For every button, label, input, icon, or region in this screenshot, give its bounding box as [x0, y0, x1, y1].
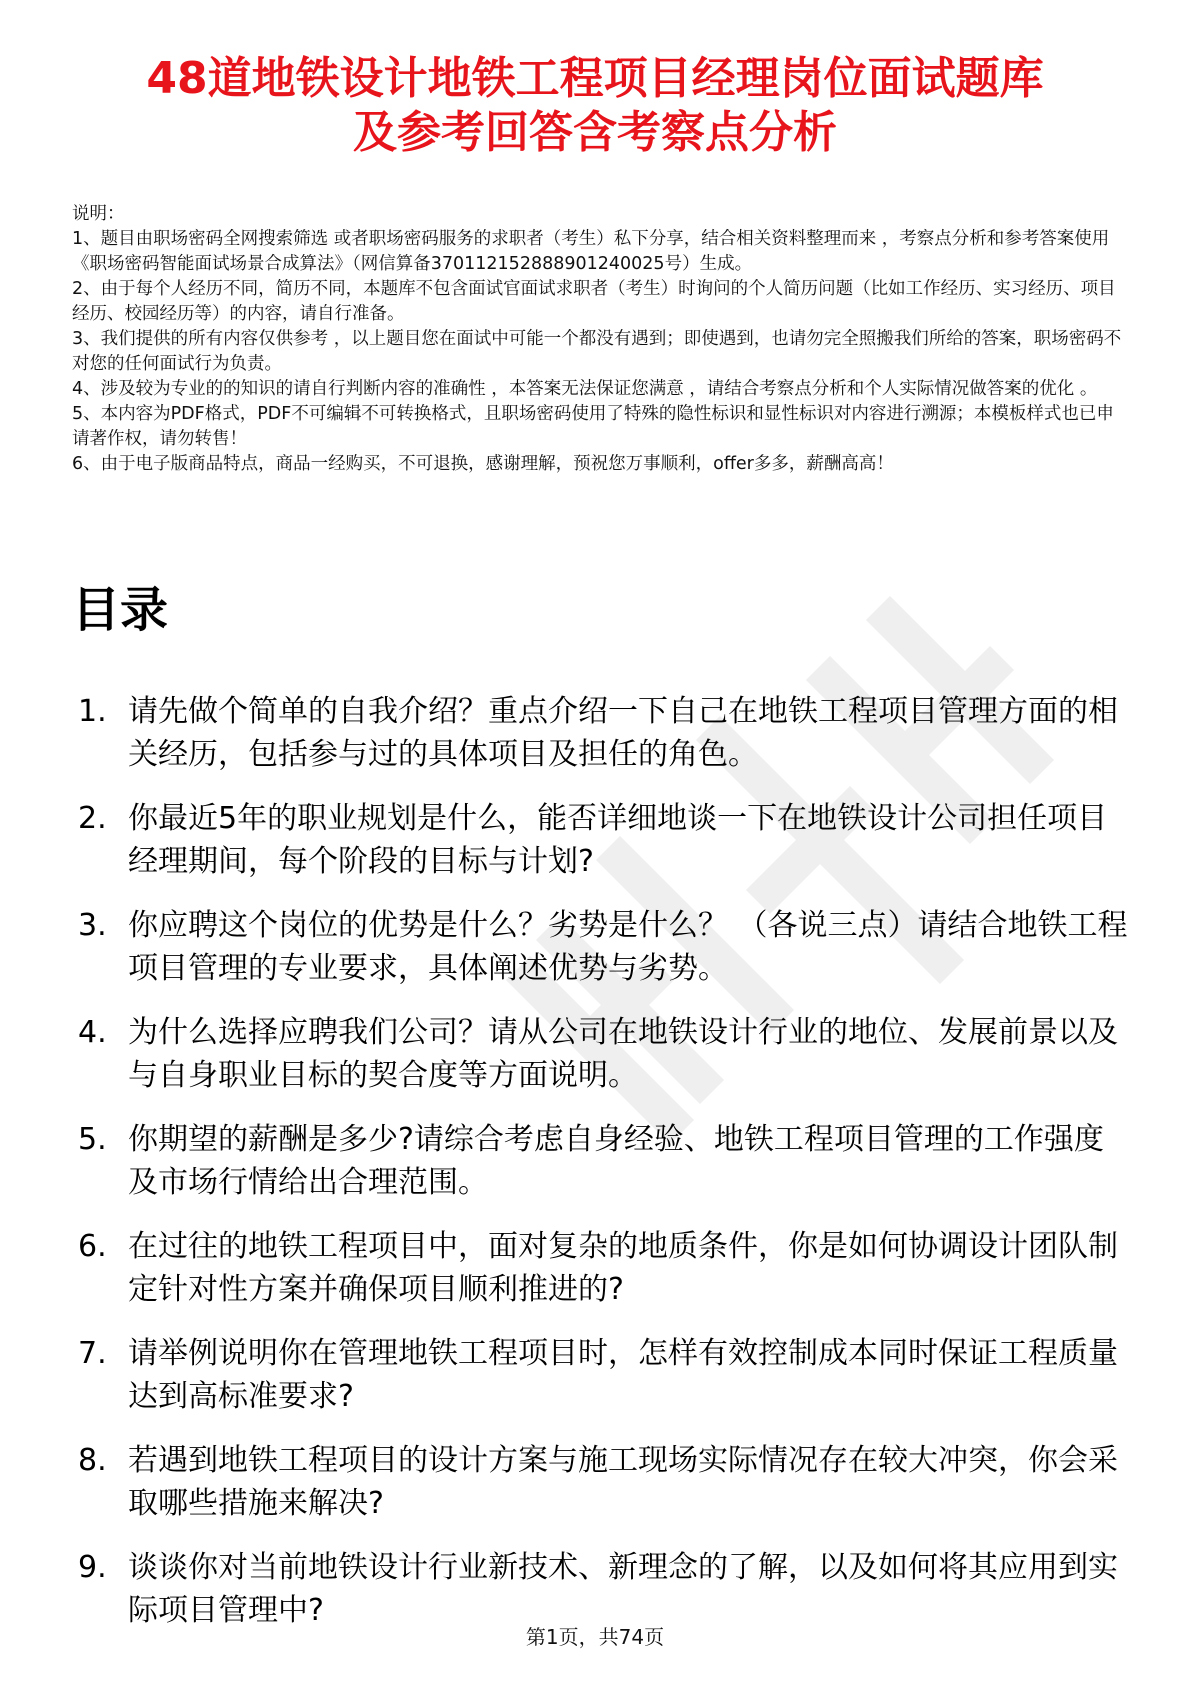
question-list: [72, 690, 1132, 1653]
question-item: [72, 1011, 1132, 1097]
question-number: 9.: [78, 1550, 107, 1585]
disclaimer-notes: [72, 202, 1122, 477]
question-text: 请举例说明你在管理地铁工程项目时，怎样有效控制成本同时保证工程质量达到高标准要求?: [128, 1336, 1118, 1414]
title-line-2: 及参考回答含考察点分析: [353, 107, 837, 158]
note-item: 5、本内容为PDF格式，PDF不可编辑不可转换格式，且职场密码使用了特殊的隐性标识和显性标识对内容进行溯源；本模板样式也已申请著作权，请勿转售！: [72, 404, 1114, 449]
question-text: 你最近5年的职业规划是什么，能否详细地谈一下在地铁设计公司担任项目经理期间，每个阶段的目标与计划?: [128, 801, 1108, 879]
question-text: 在过往的地铁工程项目中，面对复杂的地质条件，你是如何协调设计团队制定针对性方案并确保项目顺利推进的?: [128, 1229, 1118, 1307]
note-item: 1、题目由职场密码全网搜索筛选 或者职场密码服务的求职者（考生）私下分享，结合相关资料整理而来 ，考察点分析和参考答案使用《职场密码智能面试场景合成算法》（网信算备370112152888901240025号）生成。: [72, 229, 1110, 274]
question-item: [72, 1118, 1132, 1204]
question-item: [72, 690, 1132, 776]
question-number: 7.: [78, 1336, 107, 1371]
question-number: 5.: [78, 1122, 107, 1157]
question-item: [72, 1225, 1132, 1311]
question-number: 3.: [78, 908, 107, 943]
question-item: [72, 904, 1132, 990]
page-footer: 第1页，共74页: [525, 1625, 665, 1649]
question-item: [72, 1332, 1132, 1418]
question-text: 为什么选择应聘我们公司？请从公司在地铁设计行业的地位、发展前景以及与自身职业目标的契合度等方面说明。: [128, 1015, 1118, 1093]
question-number: 8.: [78, 1443, 107, 1478]
question-item: [72, 797, 1132, 883]
title-line-1: 48道地铁设计地铁工程项目经理岗位面试题库: [146, 53, 1044, 104]
question-text: 你期望的薪酬是多少?请综合考虑自身经验、地铁工程项目管理的工作强度及市场行情给出合理范围。: [128, 1122, 1104, 1200]
question-number: 1.: [78, 694, 107, 729]
note-item: 4、涉及较为专业的的知识的请自行判断内容的准确性 ，本答案无法保证您满意 ，请结合考察点分析和个人实际情况做答案的优化 。: [72, 379, 1098, 399]
note-item: 3、我们提供的所有内容仅供参考 ，以上题目您在面试中可能一个都没有遇到；即使遇到，也请勿完全照搬我们所给的答案，职场密码不对您的任何面试行为负责。: [72, 329, 1122, 374]
question-item: [72, 1546, 1132, 1632]
question-text: 若遇到地铁工程项目的设计方案与施工现场实际情况存在较大冲突，你会采取哪些措施来解决?: [128, 1443, 1118, 1521]
question-item: [72, 1439, 1132, 1525]
question-number: 4.: [78, 1015, 107, 1050]
question-text: 你应聘这个岗位的优势是什么？劣势是什么？ （各说三点）请结合地铁工程项目管理的专业要求，具体阐述优势与劣势。: [128, 908, 1128, 986]
page-title: [40, 52, 1150, 160]
question-number: 2.: [78, 801, 107, 836]
question-text: 谈谈你对当前地铁设计行业新技术、新理念的了解，以及如何将其应用到实际项目管理中?: [128, 1550, 1118, 1628]
toc-heading: 目录: [72, 582, 169, 638]
question-number: 6.: [78, 1229, 107, 1264]
notes-heading: 说明：: [72, 204, 125, 224]
note-item: 6、由于电子版商品特点，商品一经购买，不可退换，感谢理解，预祝您万事顺利，offer多多，薪酬高高！: [72, 454, 894, 474]
note-item: 2、由于每个人经历不同，简历不同，本题库不包含面试官面试求职者（考生）时询问的个人简历问题（比如工作经历、实习经历、项目经历、校园经历等）的内容，请自行准备。: [72, 279, 1116, 324]
question-text: 请先做个简单的自我介绍？重点介绍一下自己在地铁工程项目管理方面的相关经历，包括参与过的具体项目及担任的角色。: [128, 694, 1118, 772]
